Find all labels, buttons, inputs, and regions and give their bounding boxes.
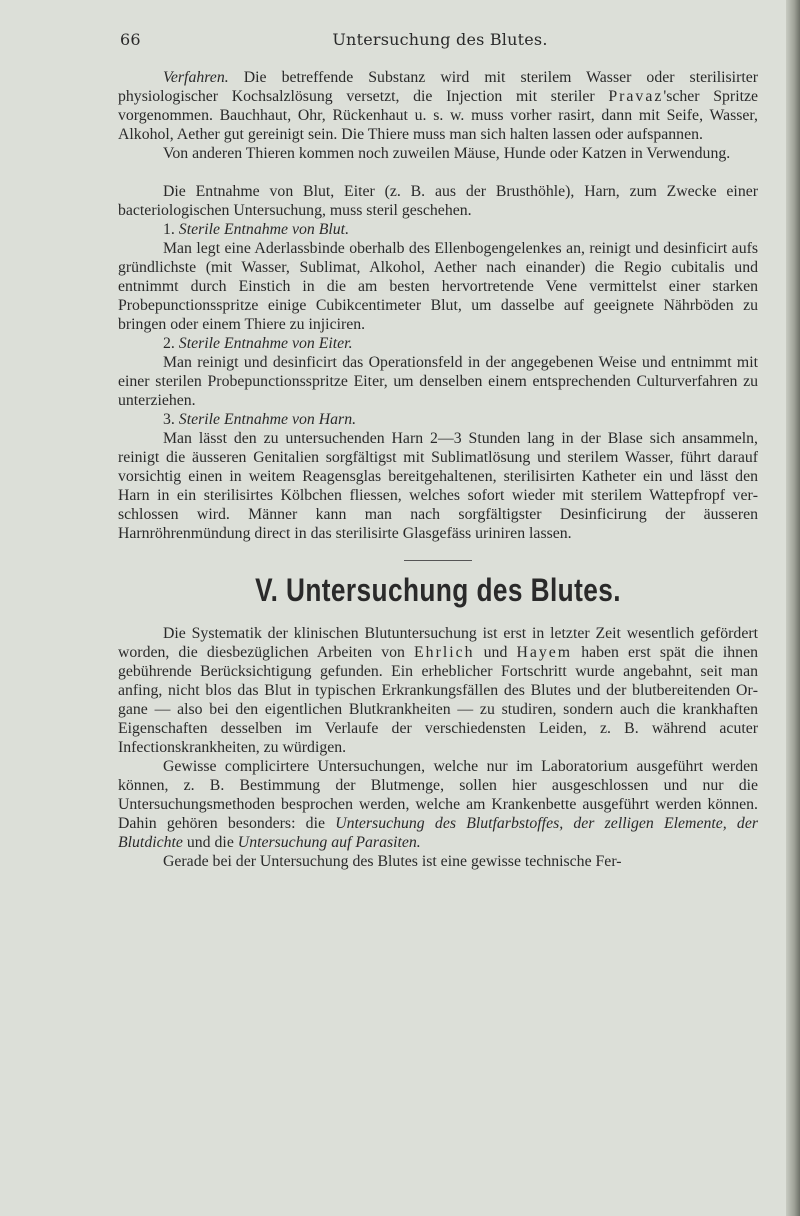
subsection-heading [118,220,758,239]
paragraph-text: Gewisse complicirtere Untersuchungen, welche nur im Laboratorium ausgeführt werden können, z. B. Bestimmung der Blutmenge, sollen hier ausgeschlossen und nur die Untersuchungsmethoden besprochen werden, welche am Krankenbette ausgeführt werden können. Dahin gehören besonders: die [118,758,758,832]
italic-term: Untersuchung auf Parasiten. [237,834,421,851]
subsection-heading [118,410,758,429]
page-number: 66 [120,30,141,49]
paragraph-text: und [474,644,517,661]
paragraph: Man legt eine Aderlassbinde oberhalb des Ellenbogengelenkes an, reinigt und desinficirt aufs gründlichste (mit Wasser, Sublimat, Alkohol, Aether nach einander) die Regio cubitalis und entnimmt durch Einstich in die am besten hervortretende Vene vermittelst einer starken Probepunctionsspritze einige Cubikcentimeter Blut, um dasselbe auf geeignete Nährböden zu bringen oder einem Thiere zu injiciren. [118,240,758,333]
paragraph [118,757,758,852]
paragraph [118,68,758,144]
paragraph-text: Die Systematik der klinischen Blutuntersuchung ist erst in letzter Zeit wesentlich gefördert worden, die diesbezüglichen Arbeiten von [118,625,758,661]
section-heading: V. Untersuchung des Blutes. [255,572,621,608]
section-divider [404,560,472,561]
paragraph-text: haben erst spät die ihnen gebührende Berücksichtigung gefunden. Ein erheblicher Fortschritt wurde angebahnt, seit man anfing, nicht blos das Blut in typischen Erkrankungsfällen des Blutes und der blutbereitenden Organe — also bei den eigentlichen Blutkrankheiten — zu studiren, sondern auch die krankhaften Eigenschaften desselben im Verlaufe der verschiedensten Leiden, z. B. während acuter Infectionskrankheiten, zu würdigen. [118,644,758,756]
paragraph-text: und die [182,834,238,851]
subsection-title: Sterile Entnahme von Eiter. [178,335,353,352]
subsection-number: 1. [163,221,179,238]
page-edge [786,0,800,1216]
person-name: Ehrlich [414,644,475,661]
paragraph: Man lässt den zu untersuchenden Harn 2—3 Stunden lang in der Blase sich ansammeln, reinigt die äusseren Genitalien sorgfältigst mit Sublimatlösung und sterilem Wasser, führt darauf vorsichtig einen in weitem Reagensglas bereitgehaltenen, sterilisirten Katheter ein und lässt den Harn in ein sterilisirtes Kölbchen fliessen, welches sofort wieder mit sterilem Wattepfropf verschlossen wird. Männer kann man nach sorgfältigster Desinficirung der äusseren Harnröhrenmündung direct in das sterilisirte Glasgefäss uriniren lassen. [118,430,758,542]
paragraph-text: 'scher Spritze vorgenommen. Bauchhaut, Ohr, Rückenhaut u. s. w. muss vorher rasirt, dann mit Seife, Wasser, Alkohol, Aether gut gereinigt sein. Die Thiere muss man sich halten lassen oder aufspannen. [118,88,758,143]
page-body [118,68,758,871]
subsection-title: Sterile Entnahme von Harn. [178,411,357,428]
italic-term: Untersuchung des Blutfarbstoffes, der zelligen Elemente, der Blutdichte [118,815,758,851]
subsection-number: 2. [163,335,179,352]
paragraph-text: Die betreffende Substanz wird mit sterilem Wasser oder sterilisirter physiologischer Kochsalzlösung versetzt, die Injection mit steriler [118,69,758,105]
subsection-heading [118,334,758,353]
person-name: Pravaz [608,88,664,105]
subsection-number: 3. [163,411,179,428]
paragraph: Gerade bei der Untersuchung des Blutes ist eine gewisse technische Fer- [163,853,622,870]
running-title: Untersuchung des Blutes. [332,30,548,49]
paragraph: Die Entnahme von Blut, Eiter (z. B. aus der Brusthöhle), Harn, zum Zwecke einer bacteriologischen Untersuchung, muss steril geschehen. [118,183,758,219]
subsection-title: Sterile Entnahme von Blut. [178,221,350,238]
paragraph-label: Verfahren. [163,69,229,86]
paragraph: Von anderen Thieren kommen noch zuweilen Mäuse, Hunde oder Katzen in Verwendung. [163,145,731,162]
paragraph: Man reinigt und desinficirt das Operationsfeld in der angegebenen Weise und entnimmt mit einer sterilen Probepunctionsspritze Eiter, um denselben einem entsprechenden Culturverfahren zu unterziehen. [118,354,758,409]
person-name: Hayem [516,644,573,661]
paragraph [118,624,758,757]
